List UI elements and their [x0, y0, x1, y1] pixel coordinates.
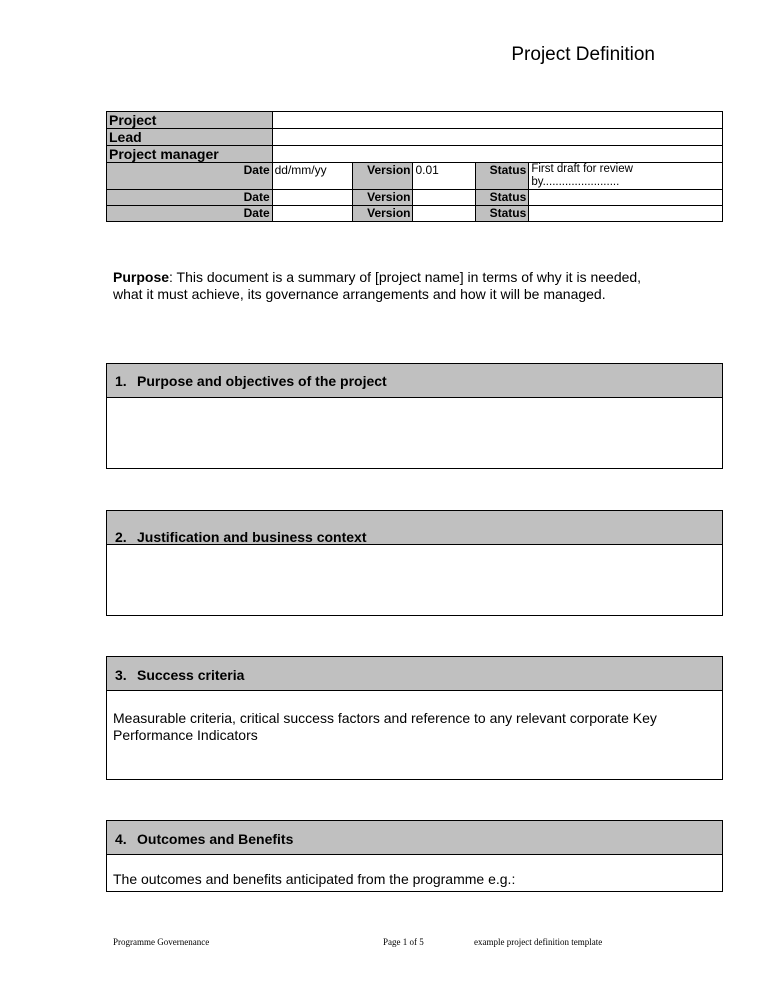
project-manager-value[interactable]: [272, 146, 722, 163]
project-row: [107, 112, 723, 129]
lead-value[interactable]: [272, 129, 722, 146]
project-manager-label: Project manager: [107, 146, 273, 163]
section-heading: [107, 511, 722, 545]
status-label: Status: [476, 206, 529, 222]
version-row: [107, 163, 723, 190]
lead-row: [107, 129, 723, 146]
section-body[interactable]: The outcomes and benefits anticipated from the programme e.g.:: [113, 871, 516, 887]
section-number: 2.: [115, 529, 127, 545]
manager-row: [107, 146, 723, 163]
version-value[interactable]: [413, 190, 476, 206]
version-label: Version: [352, 163, 413, 190]
status-label: Status: [476, 163, 529, 190]
project-label: Project: [107, 112, 273, 129]
status-value[interactable]: [529, 206, 723, 222]
date-label: Date: [107, 190, 273, 206]
version-row: [107, 206, 723, 222]
version-row: [107, 190, 723, 206]
section-title: Outcomes and Benefits: [137, 831, 294, 847]
purpose-paragraph: [113, 269, 673, 303]
section-title: Success criteria: [137, 667, 245, 683]
purpose-text: : This document is a summary of [project name] in terms of why it is needed, what it must achieve, its governance arrangements and how it will be managed.: [113, 269, 642, 302]
date-value[interactable]: [272, 190, 352, 206]
version-value[interactable]: [413, 206, 476, 222]
footer-left: Programme Governenance: [113, 937, 210, 947]
footer-page-number: Page 1 of 5: [383, 937, 424, 947]
version-label: Version: [352, 206, 413, 222]
status-value[interactable]: [529, 190, 723, 206]
section-number: 1.: [115, 373, 127, 389]
section-heading: [107, 364, 722, 398]
section-title: Justification and business context: [137, 529, 367, 545]
section-heading: [107, 657, 722, 691]
date-label: Date: [107, 163, 273, 190]
lead-label: Lead: [107, 129, 273, 146]
date-value[interactable]: dd/mm/yy: [272, 163, 352, 190]
section-justification: [106, 510, 723, 616]
project-value[interactable]: [272, 112, 722, 129]
status-label: Status: [476, 190, 529, 206]
section-number: 4.: [115, 831, 127, 847]
project-info-table: [106, 111, 723, 222]
section-outcomes-benefits: [106, 820, 723, 892]
date-label: Date: [107, 206, 273, 222]
footer-right: example project definition template: [474, 937, 603, 947]
section-purpose-objectives: [106, 363, 723, 469]
version-value[interactable]: 0.01: [413, 163, 476, 190]
version-label: Version: [352, 190, 413, 206]
status-value[interactable]: First draft for review by........................: [529, 163, 723, 190]
section-title: Purpose and objectives of the project: [137, 373, 387, 389]
document-title: Project Definition: [511, 44, 655, 65]
purpose-label: Purpose: [113, 269, 170, 285]
section-success-criteria: [106, 656, 723, 780]
section-body[interactable]: Measurable criteria, critical success factors and reference to any relevant corporate Key Performance Indicators: [113, 710, 657, 743]
date-value[interactable]: [272, 206, 352, 222]
section-number: 3.: [115, 667, 127, 683]
section-heading: [107, 821, 722, 855]
